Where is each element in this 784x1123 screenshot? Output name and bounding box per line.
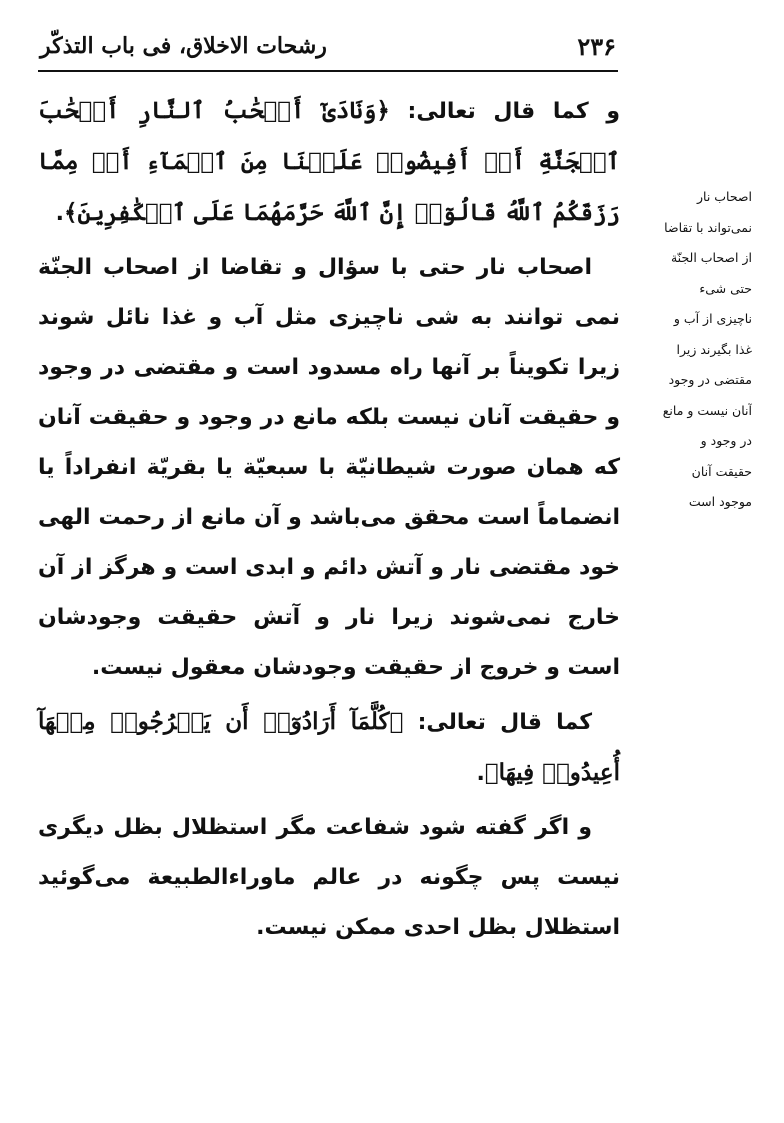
margin-note-line: اصحاب نار xyxy=(696,189,752,204)
margin-note-line: آنان نیست و مانع xyxy=(662,402,752,418)
quran-verse: ﴿وَنَادَىٰٓ أَصۡحَٰبُ ٱلنَّارِ أَصۡحَٰبَ ٱلۡجَنَّةِ أَنۡ أَفِيضُوا۟ عَلَيۡنَا مِنَ ٱلۡمَآءِ أَوۡ مِمَّا رَزَقَكُمُ ٱللَّهُ قَالُوٓا۟ إِنَّ ٱللَّهَ حَرَّمَهُمَا عَلَى ٱلۡكَٰفِرِينَ﴾ xyxy=(38,97,620,226)
quran-intro: كما قال تعالى: xyxy=(417,710,592,735)
verse-end: . xyxy=(55,201,64,226)
paragraph-body-1: اصحاب نار حتی با سؤال و تقاضا از اصحاب الجنّة نمی توانند به شی ناچیزی مثل آب و غذا نائل شوند زيرا تكويناً بر آنها راه مسدود است و مقتضی در وجود و حقيقت آنان نيست بلكه مانع در وجود و حقيقت آنان كه همان صورت شيطانيّة با سبعيّة يا بقريّة انفراداً يا انضماماً است محقق می‌باشد و آن مانع از رحمت الهی خود مقتضی نار و آتش دائم و ابدی است و هرگز از آن خارج نمی‌شوند زيرا نار و آتش حقيقت وجودشان است و خروج از حقيقت وجودشان معقول نيست. xyxy=(38,255,620,680)
margin-note-line: حتی شیء xyxy=(699,280,752,296)
paragraph-quran-2 xyxy=(38,697,620,799)
margin-note-line: موجود است xyxy=(688,494,752,509)
margin-note-line: نمی‌تواند با تقاضا xyxy=(664,219,752,235)
verse-end: . xyxy=(476,761,485,786)
paragraph-body-2: و اگر گفته شود شفاعت مگر استظلال بظل ديگری نيست پس چگونه در عالم ماوراءالطبيعة می‌گوئيد استظلال بظل احدی ممكن نيست. xyxy=(38,815,620,940)
margin-note-line: غذا بگیرند زیرا xyxy=(676,341,752,357)
margin-note-line: ناچیزی از آب و xyxy=(673,311,752,326)
paragraph-quran-1 xyxy=(38,86,620,239)
margin-note-line: مقتضی در وجود xyxy=(668,372,752,387)
running-header xyxy=(40,26,616,66)
page-number: ۲۳۶ xyxy=(577,31,616,61)
margin-note-line: از اصحاب الجنّة xyxy=(670,250,752,265)
margin-note-line: در وجود و xyxy=(700,433,752,448)
main-text xyxy=(38,86,620,957)
quran-verse: ﴿كُلَّمَآ أَرَادُوٓا۟ أَن يَخۡرُجُوا۟ مِنۡهَآ أُعِيدُوا۟ فِيهَا﴾ xyxy=(38,708,620,786)
running-title: رشحات الاخلاق، فی باب التذكّر xyxy=(40,33,327,59)
header-rule xyxy=(38,70,618,72)
margin-note-line: حقیقت آنان xyxy=(691,463,752,479)
quran-intro: و كما قال تعالى: xyxy=(407,99,621,124)
margin-note xyxy=(632,182,752,518)
